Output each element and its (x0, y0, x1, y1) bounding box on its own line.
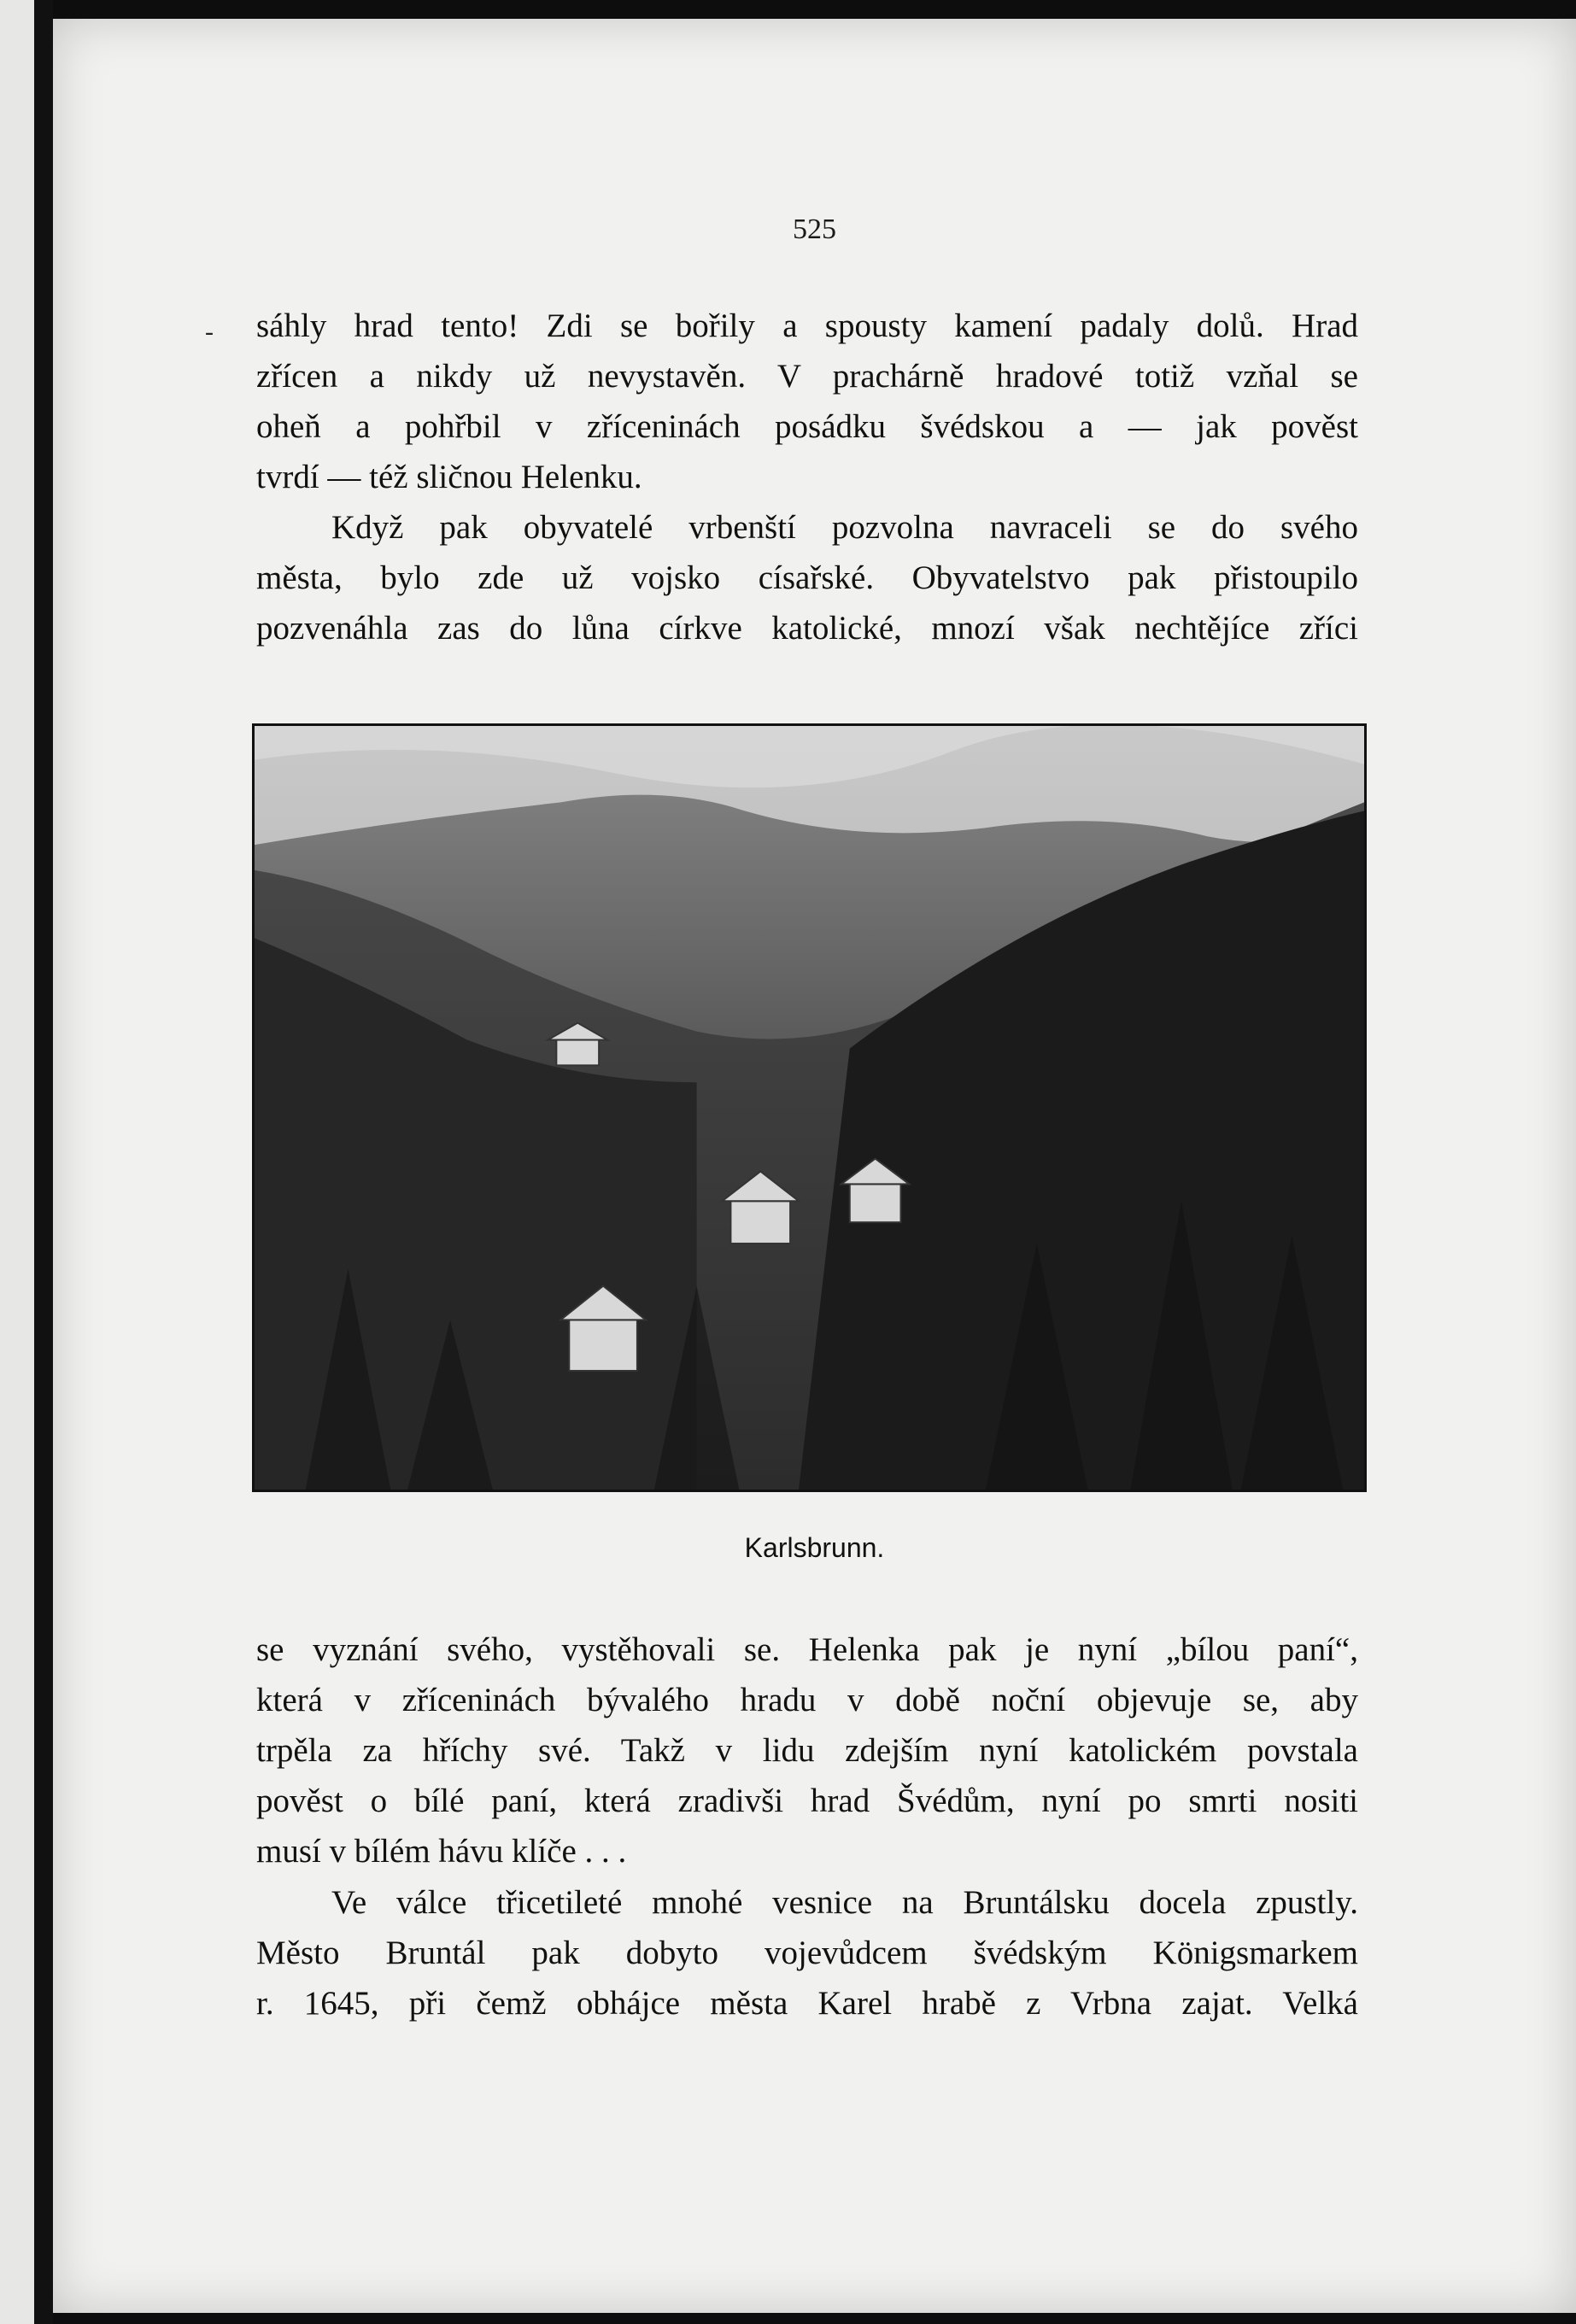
figure-caption: Karlsbrunn. (744, 1532, 885, 1563)
text-line: zřícen a nikdy už nevystavěn. V prachárně hradové totiž vzňal se (256, 358, 1358, 395)
text-line: se vyznání svého, vystěhovali se. Helenka pak je nyní „bílou paní“, (256, 1631, 1358, 1668)
paragraph-1 (256, 301, 1358, 502)
paragraph-3 (256, 1624, 1358, 1876)
binding-shadow (34, 0, 53, 2324)
adjacent-page-edge (0, 0, 34, 2324)
paragraph-4 (256, 1877, 1358, 2028)
text-line: r. 1645, při čemž obhájce města Karel hrabě z Vrbna zajat. Velká (256, 1985, 1358, 2022)
margin-mark: - (205, 318, 214, 346)
text-line: oheň a pohřbil v zříceninách posádku švédskou a — jak pověst (256, 408, 1358, 445)
page-number: 525 (793, 214, 836, 245)
text-line: pověst o bílé paní, která zradivši hrad Švédům, nyní po smrti nositi (256, 1783, 1358, 1819)
text-line: tvrdí — též sličnou Helenku. (256, 459, 642, 495)
landscape-photograph (252, 723, 1367, 1492)
text-line: pozvenáhla zas do lůna církve katolické, mnozí však nechtějíce zříci (256, 610, 1358, 647)
text-line: Město Bruntál pak dobyto vojevůdcem švédským Königsmarkem (256, 1935, 1358, 1971)
text-line: sáhly hrad tento! Zdi se bořily a spousty kamení padaly dolů. Hrad (256, 307, 1358, 344)
paragraph-2 (256, 502, 1358, 653)
text-line: města, bylo zde už vojsko císařské. Obyvatelstvo pak přistoupilo (256, 559, 1358, 596)
text-line: která v zříceninách bývalého hradu v době noční objevuje se, aby (256, 1682, 1358, 1718)
book-page (53, 19, 1576, 2313)
text-line: musí v bílém hávu klíče . . . (256, 1833, 627, 1870)
valley-village-illustration (255, 726, 1364, 1490)
text-line: Když pak obyvatelé vrbenští pozvolna navraceli se do svého (331, 509, 1358, 546)
text-line: trpěla za hříchy své. Takž v lidu zdejším nyní katolickém povstala (256, 1732, 1358, 1769)
text-line: Ve válce třicetileté mnohé vesnice na Bruntálsku docela zpustly. (331, 1884, 1358, 1921)
